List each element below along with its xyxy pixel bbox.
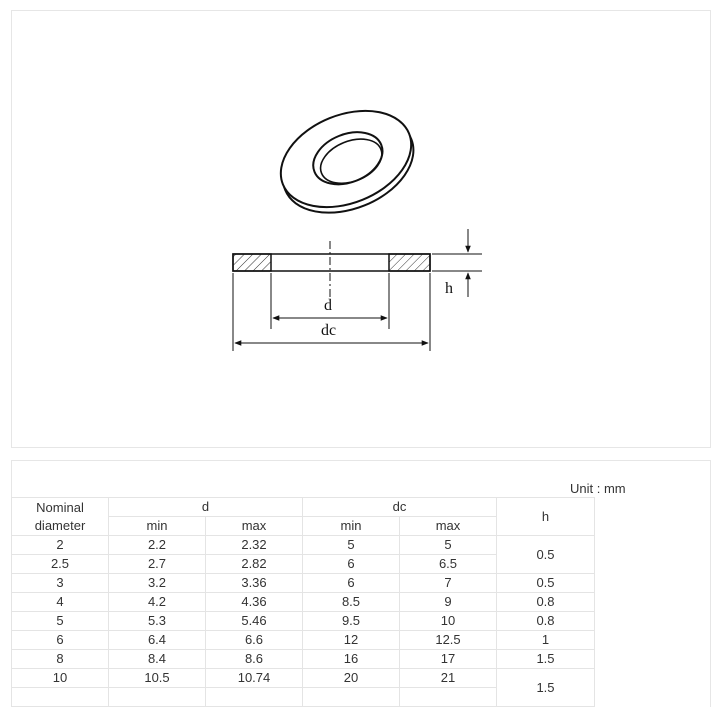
cell-d-max: 8.6	[206, 650, 303, 669]
cell-nominal: 3	[12, 574, 109, 593]
washer-perspective-view	[266, 93, 427, 231]
cell-dc-max: 7	[400, 574, 497, 593]
label-dc: dc	[321, 322, 337, 339]
header-nominal-diameter	[12, 498, 109, 536]
table-row	[12, 574, 595, 593]
cell-dc-max: 12.5	[400, 631, 497, 650]
header-dc-min: min	[303, 517, 400, 536]
cell-d-min: 3.2	[109, 574, 206, 593]
cell-h: 1.5	[497, 650, 595, 669]
table-header-row	[12, 498, 595, 517]
cell-dc-min: 9.5	[303, 612, 400, 631]
cell-nominal: 2	[12, 536, 109, 555]
cell-h: 1.5	[497, 669, 595, 707]
unit-note: Unit : mm	[570, 481, 626, 496]
cell-nominal: 10	[12, 669, 109, 688]
cell-dc-min: 12	[303, 631, 400, 650]
cell-d-max: 2.82	[206, 555, 303, 574]
table-row	[12, 612, 595, 631]
filler-cell	[206, 688, 303, 707]
filler-cell	[109, 688, 206, 707]
cell-dc-max: 9	[400, 593, 497, 612]
filler-cell	[400, 688, 497, 707]
header-d-max: max	[206, 517, 303, 536]
table-row	[12, 650, 595, 669]
cell-d-min: 8.4	[109, 650, 206, 669]
cell-h: 0.5	[497, 536, 595, 574]
cell-dc-max: 17	[400, 650, 497, 669]
header-d: d	[109, 498, 303, 517]
table-row	[12, 669, 595, 688]
header-dc-max: max	[400, 517, 497, 536]
cell-d-min: 2.2	[109, 536, 206, 555]
washer-cross-section	[233, 241, 430, 301]
cell-d-max: 2.32	[206, 536, 303, 555]
cell-h: 0.8	[497, 593, 595, 612]
cell-nominal: 8	[12, 650, 109, 669]
cell-d-min: 6.4	[109, 631, 206, 650]
cell-dc-max: 21	[400, 669, 497, 688]
dimension-h	[432, 229, 482, 297]
header-d-min: min	[109, 517, 206, 536]
cell-d-max: 5.46	[206, 612, 303, 631]
header-nominal-line2: diameter	[34, 517, 86, 533]
cell-nominal: 5	[12, 612, 109, 631]
cell-d-max: 10.74	[206, 669, 303, 688]
cell-dc-min: 16	[303, 650, 400, 669]
table-row	[12, 536, 595, 555]
cell-h: 1	[497, 631, 595, 650]
cell-d-min: 10.5	[109, 669, 206, 688]
table-row	[12, 631, 595, 650]
washer-drawing	[11, 10, 711, 448]
cell-d-min: 2.7	[109, 555, 206, 574]
cell-d-max: 4.36	[206, 593, 303, 612]
cell-d-min: 5.3	[109, 612, 206, 631]
table-row	[12, 593, 595, 612]
cell-nominal: 4	[12, 593, 109, 612]
cell-h: 0.8	[497, 612, 595, 631]
cell-d-min: 4.2	[109, 593, 206, 612]
cell-dc-min: 6	[303, 574, 400, 593]
cell-dc-min: 5	[303, 536, 400, 555]
cell-d-max: 6.6	[206, 631, 303, 650]
cell-dc-min: 20	[303, 669, 400, 688]
washer-technical-drawing	[12, 11, 710, 447]
cell-dc-max: 6.5	[400, 555, 497, 574]
cell-dc-max: 10	[400, 612, 497, 631]
filler-cell	[12, 688, 109, 707]
cell-h: 0.5	[497, 574, 595, 593]
cell-nominal: 2.5	[12, 555, 109, 574]
dimension-d	[271, 273, 389, 329]
label-d: d	[324, 297, 332, 314]
label-h: h	[445, 280, 453, 297]
cell-d-max: 3.36	[206, 574, 303, 593]
header-h: h	[497, 498, 595, 536]
cell-dc-min: 8.5	[303, 593, 400, 612]
cell-dc-min: 6	[303, 555, 400, 574]
header-dc: dc	[303, 498, 497, 517]
header-nominal-line1: Nominal	[36, 499, 84, 515]
cell-nominal: 6	[12, 631, 109, 650]
filler-cell	[303, 688, 400, 707]
washer-dimensions-table	[11, 497, 595, 707]
cell-dc-max: 5	[400, 536, 497, 555]
